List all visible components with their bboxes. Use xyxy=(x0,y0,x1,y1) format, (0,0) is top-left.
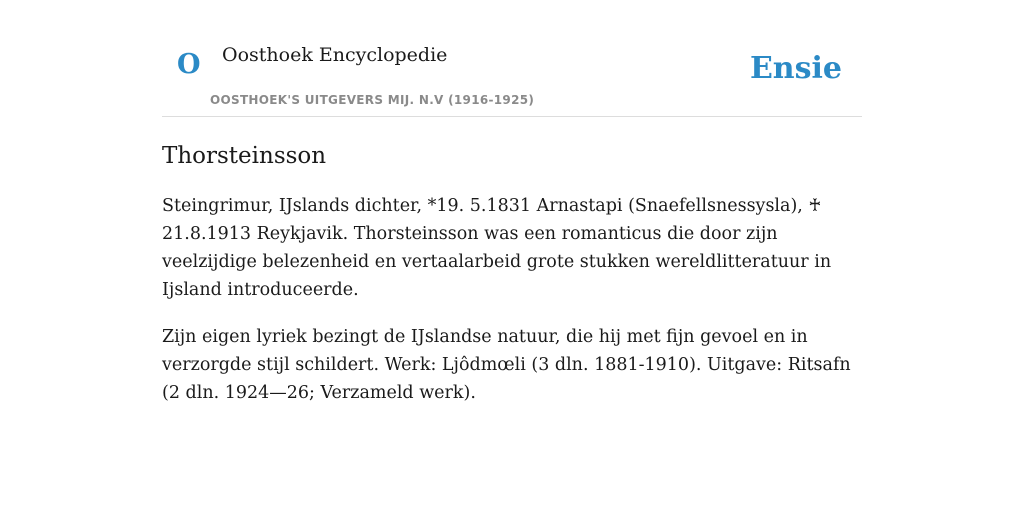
source-subtitle: OOSTHOEK'S UITGEVERS MIJ. N.V (1916-1925) xyxy=(210,93,535,107)
source-logo[interactable]: O xyxy=(177,49,201,80)
article-title: Thorsteinsson xyxy=(162,143,327,169)
source-header xyxy=(162,0,862,117)
article-paragraph: Steingrimur, IJslands dichter, *19. 5.1831 Arnastapi (Snaefellsnessysla), ♰ 21.8.1913 Reykjavik. Thorsteinsson was een romanticus die door zijn veelzijdige belezenheid en vertaalarbeid grote stukken wereldlitteratuur in Ijsland introduceerde. xyxy=(162,195,832,300)
page-container xyxy=(162,0,862,407)
ensie-logo-link[interactable]: Ensie xyxy=(749,51,842,86)
article-paragraph: Zijn eigen lyriek bezingt de IJslandse natuur, die hij met fijn gevoel en in verzorgde stijl schildert. Werk: Ljôdmœli (3 dln. 1881-1910). Uitgave: Ritsafn (2 dln. 1924—26; Verzameld werk). xyxy=(162,326,851,403)
source-title[interactable]: Oosthoek Encyclopedie xyxy=(222,44,448,66)
